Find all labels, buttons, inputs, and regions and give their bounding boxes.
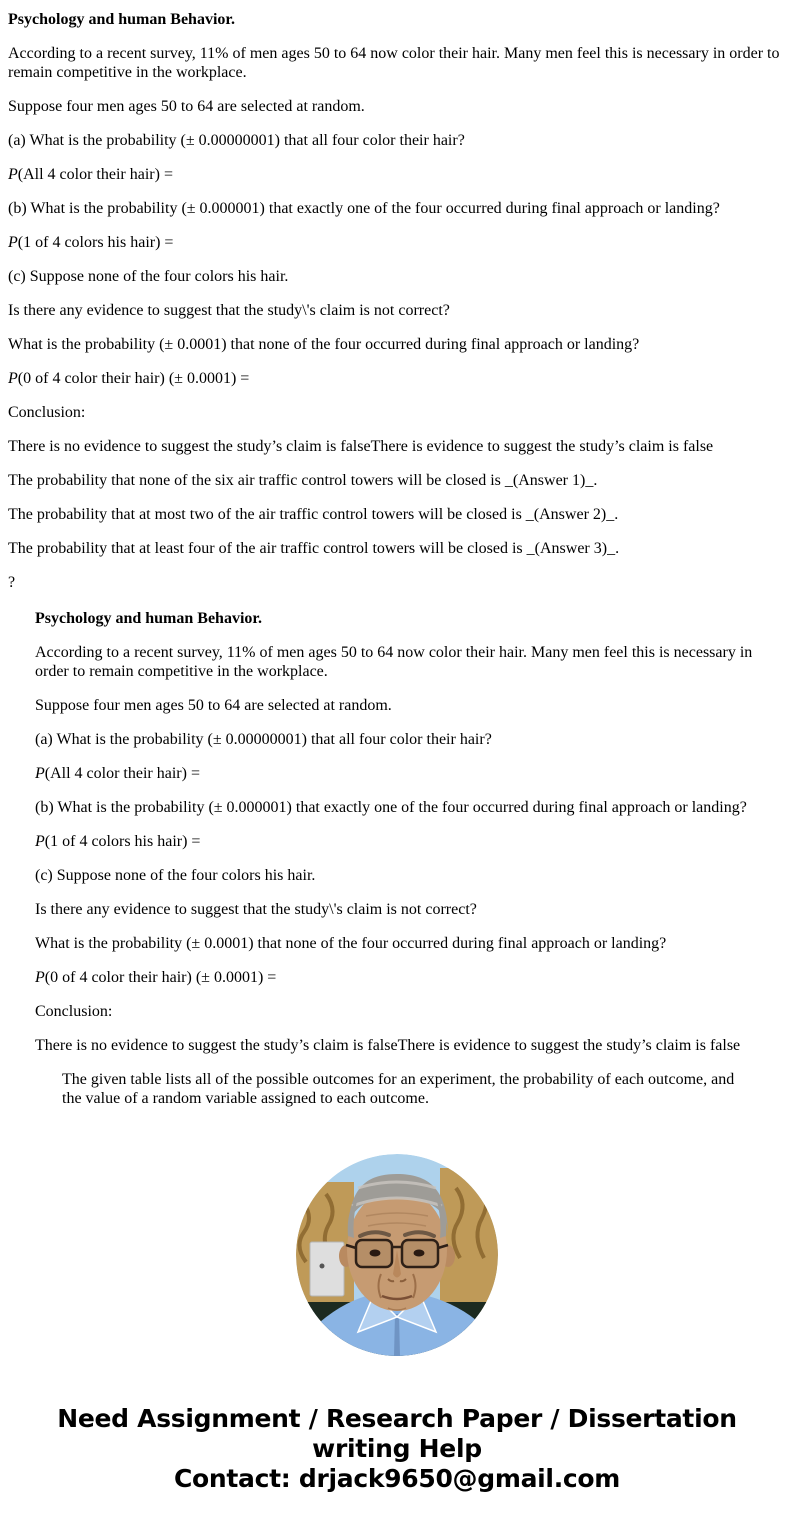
problem-block-repeated bbox=[35, 609, 759, 1055]
paragraph-text: (1 of 4 colors his hair) = bbox=[44, 833, 201, 850]
paragraph-text: (All 4 color their hair) = bbox=[17, 166, 173, 183]
paragraph-text: (0 of 4 color their hair) (± 0.0001) = bbox=[17, 370, 250, 387]
paragraph bbox=[35, 643, 759, 681]
paragraph bbox=[35, 696, 759, 715]
paragraph-text: There is no evidence to suggest the study’s claim is falseThere is evidence to suggest the study’s claim is false bbox=[35, 1037, 741, 1054]
paragraph bbox=[35, 968, 759, 987]
paragraph-text: According to a recent survey, 11% of men ages 50 to 64 now color their hair. Many men feel this is necessary in order to remain competitive in the workplace. bbox=[35, 644, 753, 680]
paragraph-text: Suppose four men ages 50 to 64 are selected at random. bbox=[8, 98, 365, 115]
paragraph bbox=[35, 866, 759, 885]
paragraph bbox=[35, 934, 759, 953]
paragraph bbox=[8, 267, 786, 286]
photo-wall-plate-dot bbox=[320, 1264, 325, 1269]
paragraph bbox=[35, 798, 759, 817]
paragraph-text: ? bbox=[8, 574, 16, 591]
footer-line-1: Need Assignment / Research Paper / Dissertation bbox=[57, 1404, 737, 1433]
paragraph bbox=[8, 44, 786, 82]
paragraph bbox=[8, 369, 786, 388]
paragraph-text: Is there any evidence to suggest that the study\'s claim is not correct? bbox=[8, 302, 450, 319]
footer-banner bbox=[0, 1404, 794, 1494]
paragraph-text: (0 of 4 color their hair) (± 0.0001) = bbox=[44, 969, 277, 986]
paragraph bbox=[8, 403, 786, 422]
table-note-block bbox=[62, 1070, 757, 1108]
paragraph bbox=[8, 471, 786, 490]
paragraph-text: The probability that at most two of the air traffic control towers will be closed is _(Answer 2)_. bbox=[8, 506, 619, 523]
paragraph bbox=[35, 900, 759, 919]
paragraph bbox=[8, 437, 786, 456]
paragraph bbox=[35, 1002, 759, 1021]
paragraph-text: (b) What is the probability (± 0.000001) that exactly one of the four occurred during final approach or landing? bbox=[35, 799, 747, 816]
paragraph-text: (a) What is the probability (± 0.00000001) that all four color their hair? bbox=[8, 132, 465, 149]
footer-line-2: writing Help bbox=[312, 1434, 482, 1463]
italic-variable: P bbox=[8, 234, 18, 251]
paragraph bbox=[8, 573, 786, 592]
italic-variable: P bbox=[8, 166, 18, 183]
paragraph-text: According to a recent survey, 11% of men ages 50 to 64 now color their hair. Many men feel this is necessary in order to remain competitive in the workplace. bbox=[8, 45, 780, 81]
paragraph-text: Conclusion: bbox=[35, 1003, 113, 1020]
photo-right-pillar bbox=[440, 1168, 498, 1312]
photo-shirt-placket bbox=[394, 1314, 400, 1356]
profile-photo bbox=[296, 1154, 498, 1356]
paragraph-text: Suppose four men ages 50 to 64 are selected at random. bbox=[35, 697, 392, 714]
paragraph-text: (a) What is the probability (± 0.00000001) that all four color their hair? bbox=[35, 731, 492, 748]
paragraph bbox=[35, 764, 759, 783]
paragraph bbox=[35, 1036, 759, 1055]
document-page bbox=[0, 10, 794, 1494]
footer-contact-email: Contact: drjack9650@gmail.com bbox=[173, 1464, 621, 1493]
paragraph-text: (All 4 color their hair) = bbox=[44, 765, 200, 782]
paragraph-text: The probability that none of the six air traffic control towers will be closed is _(Answer 1)_. bbox=[8, 472, 598, 489]
problem-title: Psychology and human Behavior. bbox=[8, 11, 236, 28]
paragraph bbox=[8, 131, 786, 150]
paragraph-text: (c) Suppose none of the four colors his hair. bbox=[35, 867, 316, 884]
paragraph bbox=[8, 165, 786, 184]
paragraph bbox=[35, 730, 759, 749]
paragraph-text: What is the probability (± 0.0001) that none of the four occurred during final approach or landing? bbox=[8, 336, 640, 353]
paragraph-text: Is there any evidence to suggest that the study\'s claim is not correct? bbox=[35, 901, 477, 918]
italic-variable: P bbox=[35, 833, 45, 850]
paragraph bbox=[8, 199, 786, 218]
paragraph bbox=[8, 539, 786, 558]
paragraph bbox=[8, 335, 786, 354]
paragraph-text: Conclusion: bbox=[8, 404, 86, 421]
problem-paragraphs-repeated bbox=[35, 643, 759, 1055]
photo-wall-plate bbox=[310, 1242, 344, 1296]
photo-right-eye bbox=[414, 1250, 425, 1257]
italic-variable: P bbox=[8, 370, 18, 387]
table-note-text: The given table lists all of the possible outcomes for an experiment, the probability of each outcome, and the value of a random variable assigned to each outcome. bbox=[62, 1071, 735, 1107]
problem-paragraphs-first bbox=[8, 44, 786, 592]
paragraph-text: (1 of 4 colors his hair) = bbox=[17, 234, 174, 251]
problem-title-repeated: Psychology and human Behavior. bbox=[35, 610, 263, 627]
paragraph bbox=[8, 505, 786, 524]
paragraph-text: The probability that at least four of the air traffic control towers will be closed is _(Answer 3)_. bbox=[8, 540, 620, 557]
paragraph bbox=[8, 233, 786, 252]
paragraph-text: (b) What is the probability (± 0.000001) that exactly one of the four occurred during final approach or landing? bbox=[8, 200, 720, 217]
italic-variable: P bbox=[35, 969, 45, 986]
paragraph-text: There is no evidence to suggest the study’s claim is falseThere is evidence to suggest the study’s claim is false bbox=[8, 438, 714, 455]
photo-row bbox=[0, 1154, 794, 1356]
paragraph-text: (c) Suppose none of the four colors his hair. bbox=[8, 268, 289, 285]
paragraph bbox=[8, 97, 786, 116]
paragraph-text: What is the probability (± 0.0001) that none of the four occurred during final approach or landing? bbox=[35, 935, 667, 952]
paragraph bbox=[35, 832, 759, 851]
paragraph bbox=[8, 301, 786, 320]
italic-variable: P bbox=[35, 765, 45, 782]
photo-left-eye bbox=[370, 1250, 381, 1257]
problem-block-first bbox=[8, 10, 786, 592]
